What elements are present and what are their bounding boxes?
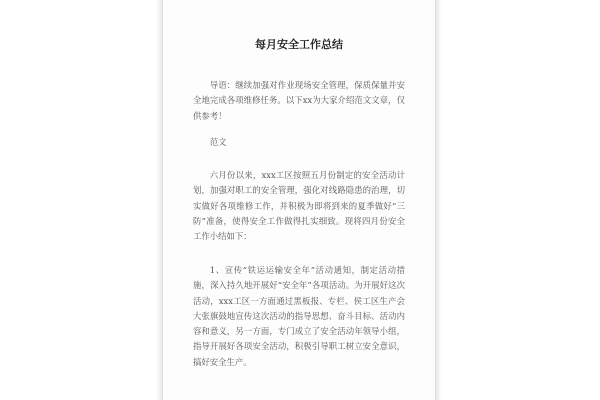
section-label: 范文	[209, 137, 227, 147]
document-page	[162, 0, 436, 400]
document-title: 每月安全工作总结	[255, 38, 343, 51]
intro-paragraph: 导语：继续加强对作业现场安全管理，保质保量并安全地完成各项维修任务。以下xx为大家介绍范文文章，仅供参考！	[193, 80, 405, 121]
body-paragraph-2: 1、宣传“铁运运输安全年”活动通知，制定活动措施，深入持久地开展好“安全年”各项活动。为开展好这次活动，xxx工区一方面通过黑板报、专栏、侯工区生产会大张旗鼓地宣传这次活动的指导思想、奋斗目标、活动内容和意义，另一方面，专门成立了安全活动年领导小组，指导开展好各项安全活动，积极引导职工树立安全意识，搞好安全生产。	[193, 265, 405, 367]
body-paragraph-1: 六月份以来，xxx工区按照五月份制定的安全活动计划，加强对职工的安全管理，强化对线路隐患的治理，切实做好各项维修工作，并积极为即将到来的夏季做好“三防”准备，使得安全工作做得扎实细致。现将四月份安全工作小结如下：	[193, 170, 405, 242]
page-shadow-right	[436, 0, 442, 400]
